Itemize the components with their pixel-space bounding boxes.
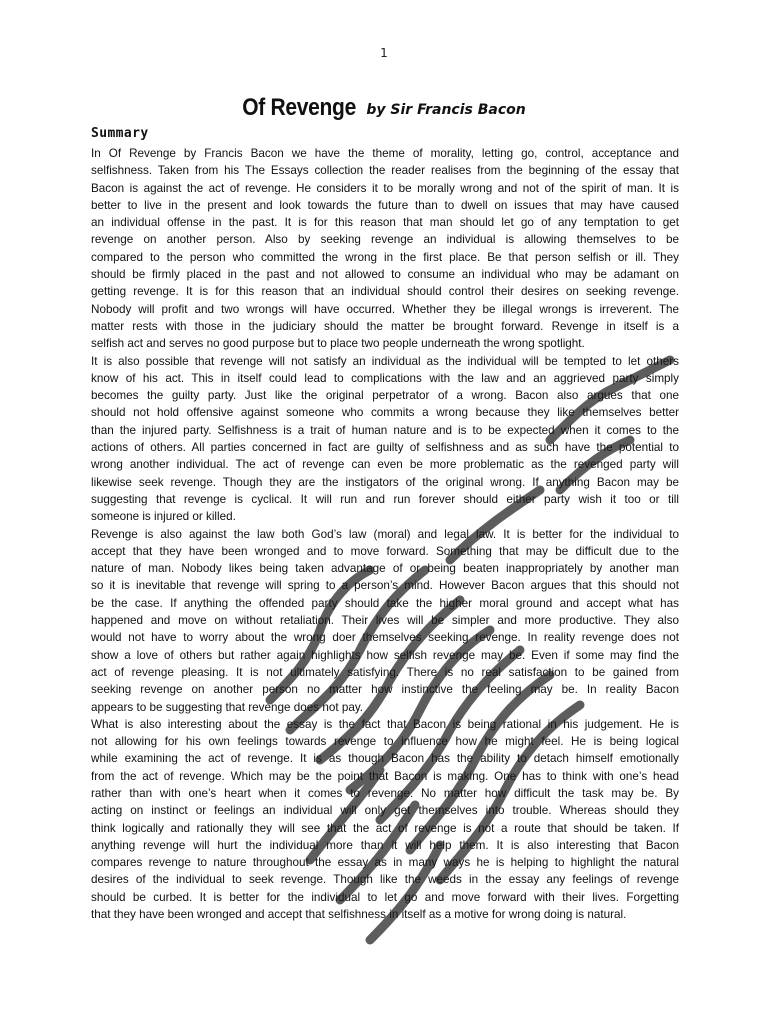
paragraph-1-line: revenge on another person. Also by seeking revenge an individual is allowing themselves to be bbox=[91, 233, 679, 247]
title-author: by Sir Francis Bacon bbox=[366, 102, 526, 118]
paragraph-4-line: from the act of revenge. Which may be the point that Bacon is making. One has to think with one’s head bbox=[91, 769, 679, 783]
paragraph-3-line: seeking revenge on another person no matter how instinctive the feeling may be. In reality Bacon bbox=[91, 683, 679, 697]
body-text bbox=[91, 145, 679, 923]
paragraph-3-line: so it is inevitable that revenge will spring to a person’s mind. However Bacon argues that this should not bbox=[91, 579, 679, 593]
paragraph-1-line: compared to the person who committed the wrong in the first place. Be that person selfish or ill. They bbox=[91, 250, 679, 264]
paragraph-4-line: think logically and rationally they will see that the act of revenge is not a route that should be taken. If bbox=[91, 821, 679, 835]
paragraph-1-line: better to live in the present and look towards the future than to dwell on issues that may have caused bbox=[91, 198, 679, 212]
paragraph-1-line: an individual offense in the past. It is for this reason that man should let go of any temptation to get bbox=[91, 216, 679, 230]
paragraph-1-line: selfishness. Taken from his The Essays collection the reader realises from the beginning of the essay that bbox=[91, 164, 679, 178]
paragraph-1-line: should be firmly placed in the past and not allowed to consume an individual who may be adamant on bbox=[91, 268, 679, 282]
paragraph-2-line: becomes the guilty party. Just like the original perpetrator of a wrong. Bacon also argues that one bbox=[91, 389, 679, 403]
paragraph-2-line: someone is injured or killed. bbox=[91, 510, 236, 524]
paragraph-3-line: would not have to worry about the wrong doer themselves seeking revenge. In reality revenge does not bbox=[91, 631, 679, 645]
paragraph-2-line: actions of others. All parties concerned in fact are guilty of selfishness and as such have the potential to bbox=[91, 441, 679, 455]
page-number: 1 bbox=[380, 46, 388, 60]
paragraph-1-line: getting revenge. It is for this reason that an individual should control their desires on seeking revenge. bbox=[91, 285, 679, 299]
summary-heading: Summary bbox=[91, 126, 149, 141]
paragraph-4-line: acting on instinct or feelings an individual will only get themselves into trouble. Whereas should they bbox=[91, 804, 679, 818]
paragraph-3-line: act of revenge pleasing. It is not ultimately satisfying. There is no real satisfaction to be gained from bbox=[91, 665, 679, 679]
paragraph-4-line: rather than with one’s heart when it comes to revenge. No matter how difficult the task may be. By bbox=[91, 786, 679, 800]
paragraph-3-line: happened and move on without retaliation. Their lives will be simpler and more productive. They also bbox=[91, 614, 679, 628]
paragraph-4-line: anything revenge will hurt the individual more than it will help them. It is also interesting that Bacon bbox=[91, 838, 679, 852]
paragraph-1-line: selfish act and serves no good purpose but to place two people underneath the wrong spotlight. bbox=[91, 337, 585, 351]
paragraph-1-line: Bacon is against the act of revenge. He considers it to be morally wrong and not of the spirit of man. It is bbox=[91, 181, 679, 195]
paragraph-4-line: that they have been wronged and accept that selfishness in itself as a motive for wrong doing is natural. bbox=[91, 908, 627, 922]
paragraph-3-line: appears to be suggesting that revenge does not pay. bbox=[91, 700, 364, 714]
document-title bbox=[0, 96, 768, 120]
paragraph-2-line: likewise seek revenge. Though they are the instigators of the original wrong. If anything Bacon may be bbox=[91, 475, 679, 489]
paragraph-2-line: than the injured party. Selfishness is a trait of human nature and is to be expected when it comes to the bbox=[91, 423, 679, 437]
paragraph-2-line: It is also possible that revenge will not satisfy an individual as the individual will be tempted to let others bbox=[91, 354, 679, 368]
paragraph-2-line: suggesting that revenge is cyclical. It will run and run forever should either party wish it too or till bbox=[91, 492, 679, 506]
paragraph-1-line: In Of Revenge by Francis Bacon we have the theme of morality, letting go, control, acceptance and bbox=[91, 147, 679, 160]
paragraph-1-line: matter rests with those in the judiciary should the matter be brought forward. Revenge in itself is a bbox=[91, 319, 679, 333]
paragraph-4-line: desires of the individual to seek revenge. Though like the weeds in the essay any feelings of revenge bbox=[91, 873, 679, 887]
paragraph-3-line: accept that they have been wronged and to move forward. Something that may be difficult due to the bbox=[91, 544, 679, 558]
paragraph-3-line: show a love of others but rather again highlights how selfish revenge may be. Even if some may find the bbox=[91, 648, 679, 662]
paragraph-4-line: should be curbed. It is better for the individual to let go and move forward with their lives. Forgetting bbox=[91, 890, 679, 904]
title-main: Of Revenge bbox=[242, 94, 356, 121]
paragraph-4-line: What is also interesting about the essay is the fact that Bacon is being rational in his judgement. He is bbox=[91, 717, 679, 731]
paragraph-3-line: Revenge is also against the law both God’s law (moral) and legal law. It is better for the individual to bbox=[91, 527, 679, 541]
paragraph-2-line: know of his act. This in itself could lead to complications with the law and an aggrieved party simply bbox=[91, 371, 679, 385]
paragraph-3-line: nature of man. Nobody likes being taken advantage of or being beaten inappropriately by another man bbox=[91, 562, 679, 576]
paragraph-2-line: wrong another individual. The act of revenge can even be more problematic as the revenged party will bbox=[91, 458, 679, 472]
paragraph-4-line: not allowing for his own feelings towards revenge to influence how he might feel. He is being logical bbox=[91, 735, 679, 749]
paragraph-3-line: be the case. If anything the offended party should take the higher moral ground and accept what has bbox=[91, 596, 679, 610]
paragraph-4-line: compares revenge to nature throughout the essay as in many ways he is helping to highlight the natural bbox=[91, 856, 679, 870]
paragraph-2-line: should not hold offensive against someone who commits a wrong because they like themselves better bbox=[91, 406, 679, 420]
paragraph-4-line: while examining the act of revenge. It is as though Bacon has the ability to detach himself emotionally bbox=[91, 752, 679, 766]
paragraph-1-line: Nobody will profit and two wrongs will have occurred. Whether they be illegal wrongs is irreverent. The bbox=[91, 302, 679, 316]
